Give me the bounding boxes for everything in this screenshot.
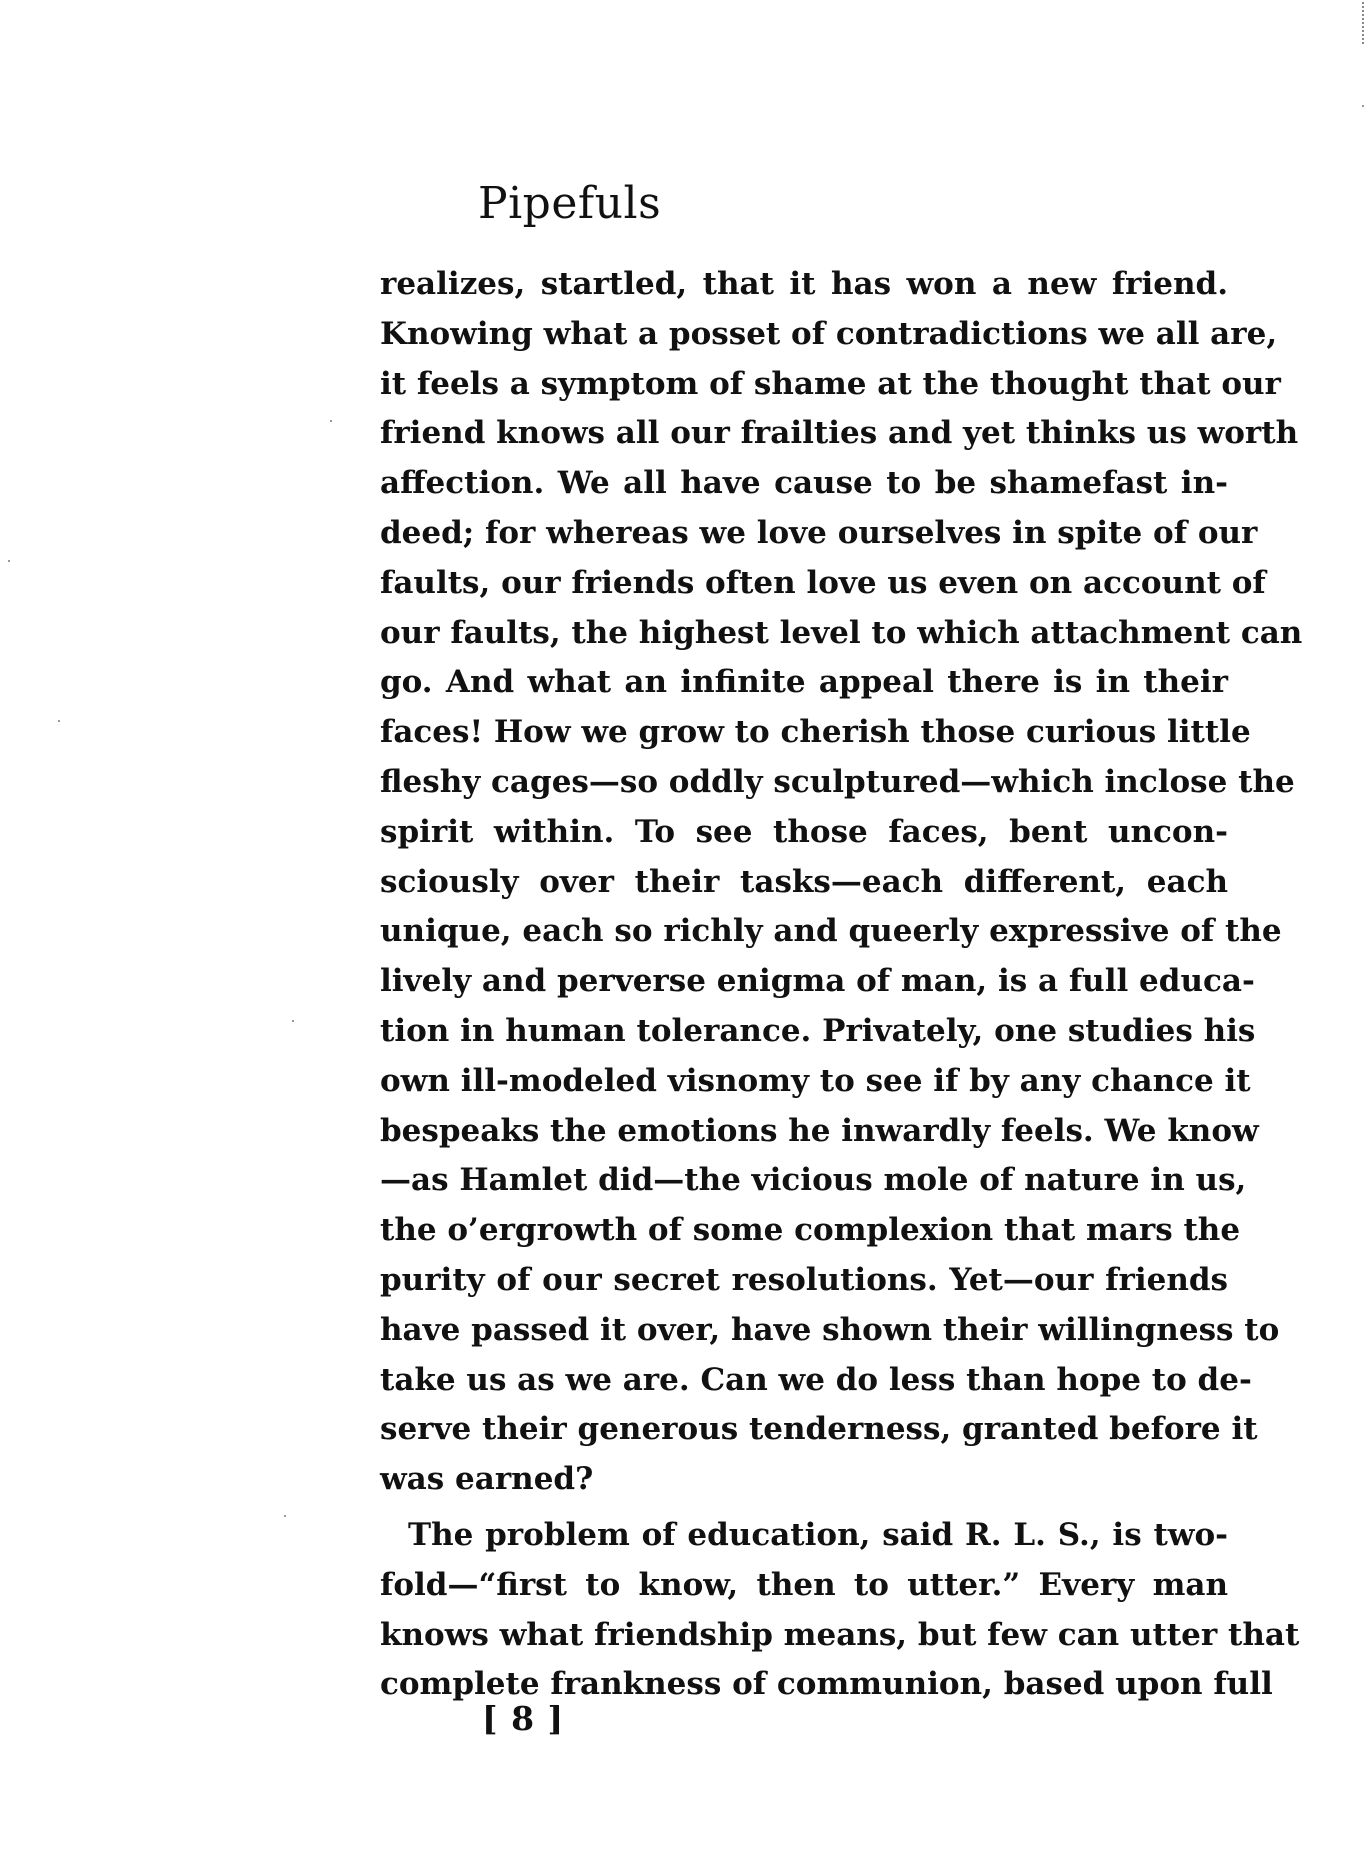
text-line: have passed it over, have shown their willingness to xyxy=(380,1311,1280,1348)
text-line: was earned? xyxy=(380,1461,594,1498)
text-line: purity of our secret resolutions. Yet—our friends xyxy=(380,1261,1228,1298)
text-line: fleshy cages—so oddly sculptured—which inclose the xyxy=(380,763,1295,800)
text-line: bespeaks the emotions he inwardly feels. We know xyxy=(380,1112,1259,1149)
text-line: knows what friendship means, but few can utter that xyxy=(380,1616,1300,1653)
text-line: fold—“first to know, then to utter.” Every man xyxy=(380,1566,1228,1603)
paragraph-1 xyxy=(380,260,1303,1505)
scan-speck xyxy=(8,560,10,562)
text-line: deed; for whereas we love ourselves in spite of our xyxy=(380,514,1258,551)
text-line: sciously over their tasks—each different, each xyxy=(380,863,1228,900)
text-line: tion in human tolerance. Privately, one studies his xyxy=(380,1012,1256,1049)
scan-speck xyxy=(1362,105,1364,107)
body-text xyxy=(380,260,1303,1710)
scan-speck xyxy=(292,1020,294,1022)
text-line: friend knows all our frailties and yet thinks us worth xyxy=(380,415,1299,452)
text-line: serve their generous tenderness, granted before it xyxy=(380,1411,1258,1448)
scan-speck xyxy=(58,720,60,722)
text-line: realizes, startled, that it has won a new friend. xyxy=(380,266,1228,302)
text-line: take us as we are. Can we do less than hope to de- xyxy=(380,1361,1252,1398)
text-line: complete frankness of communion, based upon full xyxy=(380,1666,1273,1703)
text-line: lively and perverse enigma of man, is a full educa- xyxy=(380,963,1255,1000)
text-line: own ill-modeled visnomy to see if by any chance it xyxy=(380,1062,1251,1099)
text-line: it feels a symptom of shame at the thought that our xyxy=(380,365,1281,402)
paragraph-2 xyxy=(380,1511,1300,1710)
text-line: —as Hamlet did—the vicious mole of nature in us, xyxy=(380,1162,1247,1199)
text-line: spirit within. To see those faces, bent uncon- xyxy=(380,813,1228,850)
text-line: affection. We all have cause to be shamefast in- xyxy=(380,465,1228,502)
page-number: [ 8 ] xyxy=(482,1699,565,1738)
scan-speck xyxy=(330,420,332,422)
running-head: Pipefuls xyxy=(478,178,662,229)
text-line: faults, our friends often love us even on account of xyxy=(380,564,1266,601)
text-line: go. And what an infinite appeal there is in their xyxy=(380,664,1228,701)
text-line: Knowing what a posset of contradictions we all are, xyxy=(380,315,1278,352)
text-line: unique, each so richly and queerly expressive of the xyxy=(380,913,1282,950)
scan-edge-mark xyxy=(1362,2,1366,44)
scan-speck xyxy=(284,1515,286,1517)
text-line: our faults, the highest level to which attachment can xyxy=(380,614,1303,651)
text-line: the o’ergrowth of some complexion that mars the xyxy=(380,1212,1241,1249)
text-line: faces! How we grow to cherish those curious little xyxy=(380,714,1251,751)
text-line: The problem of education, said R. L. S., is two- xyxy=(408,1516,1228,1553)
